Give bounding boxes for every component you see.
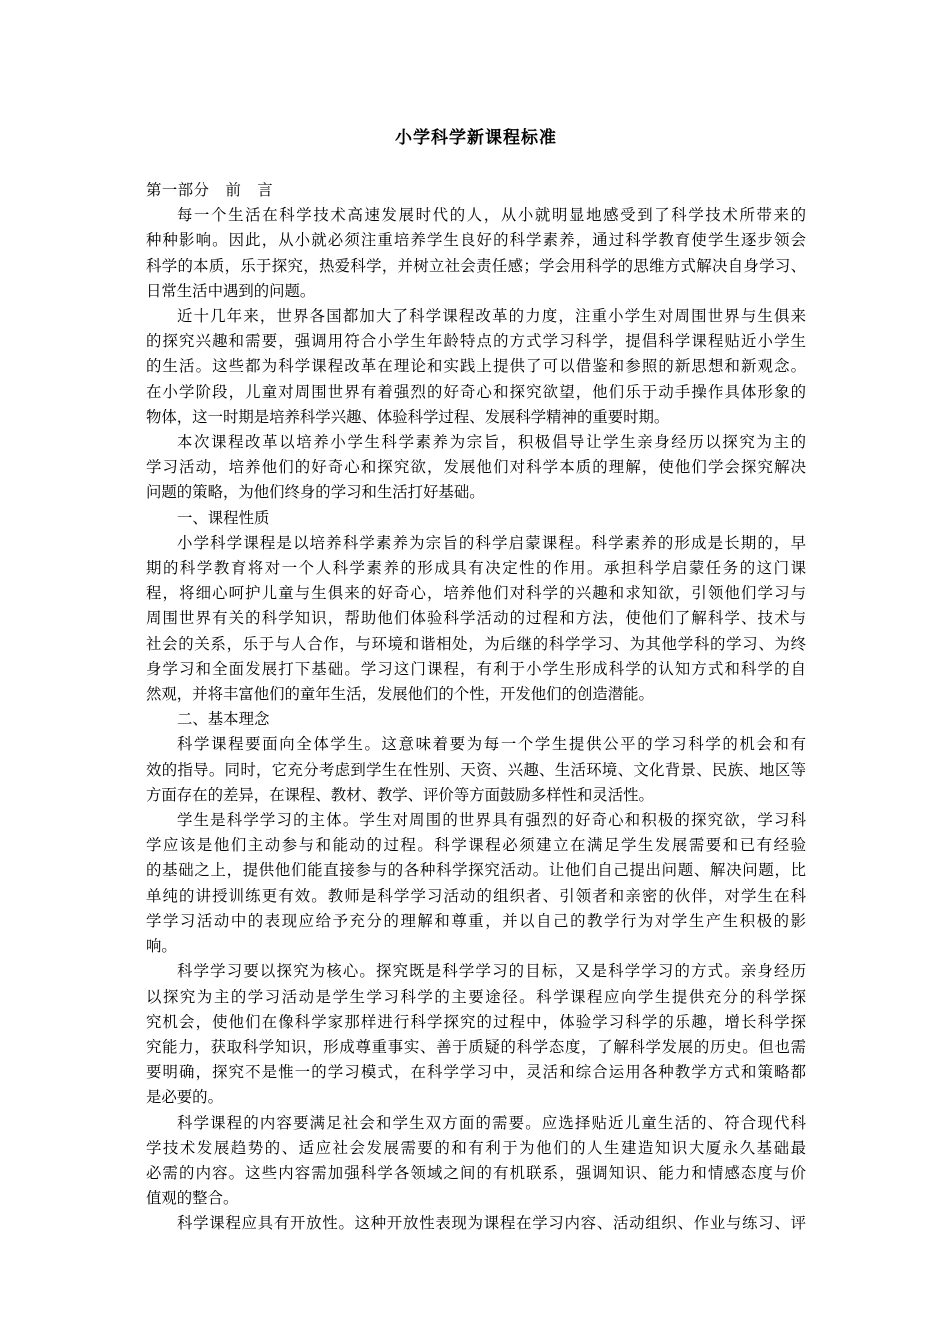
paragraph-line: 程，将细心呵护儿童与生俱来的好奇心，培养他们对科学的兴趣和求知欲，引领他们学习与 bbox=[146, 584, 806, 603]
document-page bbox=[146, 126, 806, 1237]
paragraph-line: 种种影响。因此，从小就必须注重培养学生良好的科学素养，通过科学教育使学生逐步领会 bbox=[146, 231, 806, 250]
paragraph-line: 周围世界有关的科学知识，帮助他们体验科学活动的过程和方法，使他们了解科学、技术与 bbox=[146, 609, 806, 628]
document-title: 小学科学新课程标准 bbox=[395, 128, 557, 148]
paragraph-line: 物体，这一时期是培养科学兴趣、体验科学过程、发展科学精神的重要时期。 bbox=[146, 407, 670, 426]
paragraph-line: 小学科学课程是以培养科学素养为宗旨的科学启蒙课程。科学素养的形成是长期的，早 bbox=[177, 533, 806, 552]
paragraph-line: 必需的内容。这些内容需加强科学各领域之间的有机联系，强调知识、能力和情感态度与价 bbox=[146, 1163, 806, 1182]
paragraph-line: 社会的关系，乐于与人合作，与环境和谐相处，为后继的科学学习、为其他学科的学习、为终 bbox=[146, 634, 806, 653]
paragraph-line: 的探究兴趣和需要，强调用符合小学生年龄特点的方式学习科学，提倡科学课程贴近小学生 bbox=[146, 332, 806, 351]
paragraph-line: 学学习活动中的表现应给予充分的理解和尊重，并以自己的教学行为对学生产生积极的影 bbox=[146, 911, 806, 930]
paragraph-line: 问题的策略，为他们终身的学习和生活打好基础。 bbox=[146, 483, 485, 502]
paragraph-line: 科学学习要以探究为核心。探究既是科学学习的目标，又是科学学习的方式。亲身经历 bbox=[177, 962, 806, 981]
paragraph-line: 究能力，获取科学知识，形成尊重事实、善于质疑的科学态度，了解科学发展的历史。但也需 bbox=[146, 1037, 806, 1056]
paragraph-line: 科学的本质，乐于探究，热爱科学，并树立社会责任感；学会用科学的思维方式解决自身学习、 bbox=[146, 256, 806, 275]
paragraph-line: 要明确，探究不是惟一的学习模式，在科学学习中，灵活和综合运用各种教学方式和策略都 bbox=[146, 1063, 806, 1082]
paragraph-line: 身学习和全面发展打下基础。学习这门课程，有利于小学生形成科学的认知方式和科学的自 bbox=[146, 659, 806, 678]
paragraph-line: 科学课程要面向全体学生。这意味着要为每一个学生提供公平的学习科学的机会和有 bbox=[177, 735, 806, 754]
paragraph-line: 本次课程改革以培养小学生科学素养为宗旨，积极倡导让学生亲身经历以探究为主的 bbox=[177, 433, 806, 452]
paragraph-line: 然观，并将丰富他们的童年生活，发展他们的个性，开发他们的创造潜能。 bbox=[146, 685, 654, 704]
section-heading-concepts: 二、基本理念 bbox=[177, 710, 270, 729]
paragraph-line: 科学课程的内容要满足社会和学生双方面的需要。应选择贴近儿童生活的、符合现代科 bbox=[177, 1113, 806, 1132]
paragraph-line: 响。 bbox=[146, 937, 177, 956]
paragraph-line: 学生是科学学习的主体。学生对周围的世界具有强烈的好奇心和积极的探究欲，学习科 bbox=[177, 811, 806, 830]
part-heading: 第一部分 前 言 bbox=[146, 181, 274, 199]
paragraph-line: 日常生活中遇到的问题。 bbox=[146, 281, 316, 300]
paragraph-line: 是必要的。 bbox=[146, 1088, 223, 1107]
paragraph-line: 学技术发展趋势的、适应社会发展需要的和有利于为他们的人生建造知识大厦永久基础最 bbox=[146, 1138, 806, 1157]
section-heading-nature: 一、课程性质 bbox=[177, 508, 270, 527]
paragraph-line: 究机会，使他们在像科学家那样进行科学探究的过程中，体验学习科学的乐趣，增长科学探 bbox=[146, 1012, 806, 1031]
paragraph-line: 学应该是他们主动参与和能动的过程。科学课程必须建立在满足学生发展需要和已有经验 bbox=[146, 836, 806, 855]
paragraph-line: 科学课程应具有开放性。这种开放性表现为课程在学习内容、活动组织、作业与练习、评 bbox=[177, 1214, 806, 1233]
paragraph-line: 学习活动，培养他们的好奇心和探究欲，发展他们对科学本质的理解，使他们学会探究解决 bbox=[146, 458, 806, 477]
paragraph-line: 值观的整合。 bbox=[146, 1189, 239, 1208]
paragraph-line: 在小学阶段，儿童对周围世界有着强烈的好奇心和探究欲望，他们乐于动手操作具体形象的 bbox=[146, 382, 806, 401]
paragraph-line: 效的指导。同时，它充分考虑到学生在性别、天资、兴趣、生活环境、文化背景、民族、地区等 bbox=[146, 760, 806, 779]
paragraph-line: 以探究为主的学习活动是学生学习科学的主要途径。科学课程应向学生提供充分的科学探 bbox=[146, 987, 806, 1006]
paragraph-line: 的生活。这些都为科学课程改革在理论和实践上提供了可以借鉴和参照的新思想和新观念。 bbox=[146, 357, 806, 376]
paragraph-line: 每一个生活在科学技术高速发展时代的人，从小就明显地感受到了科学技术所带来的 bbox=[177, 206, 806, 225]
paragraph-line: 单纯的讲授训练更有效。教师是科学学习活动的组织者、引领者和亲密的伙伴，对学生在科 bbox=[146, 886, 806, 905]
paragraph-line: 的基础之上，提供他们能直接参与的各种科学探究活动。让他们自己提出问题、解决问题，比 bbox=[146, 861, 806, 880]
paragraph-line: 近十几年来，世界各国都加大了科学课程改革的力度，注重小学生对周围世界与生俱来 bbox=[177, 307, 806, 326]
paragraph-line: 期的科学教育将对一个人科学素养的形成具有决定性的作用。承担科学启蒙任务的这门课 bbox=[146, 559, 806, 578]
paragraph-line: 方面存在的差异，在课程、教材、教学、评价等方面鼓励多样性和灵活性。 bbox=[146, 785, 654, 804]
